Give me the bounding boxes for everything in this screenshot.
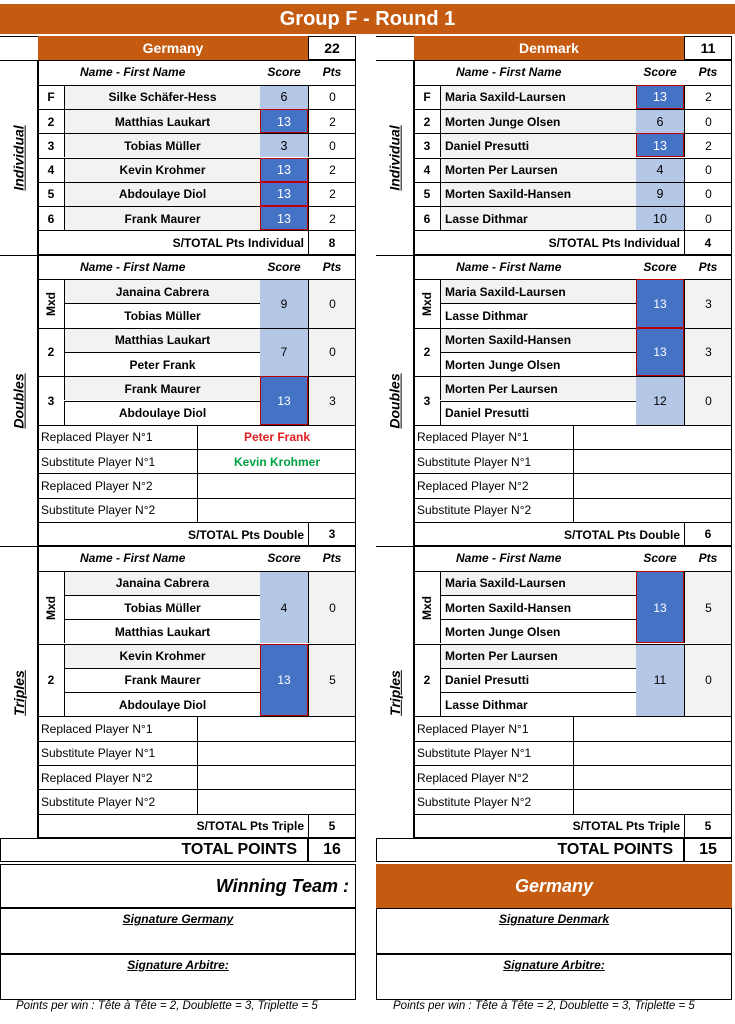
section-label-doubles: Doubles — [376, 255, 414, 547]
individual-table — [414, 60, 732, 254]
column-header-score: Score — [643, 259, 677, 274]
substitution-label: Substitute Player N°2 — [414, 789, 574, 813]
substitution-label: Replaced Player N°2 — [414, 765, 574, 789]
score-cell[interactable]: 3 — [260, 133, 308, 157]
player-name: Morten Per Laursen — [440, 158, 636, 182]
score-cell[interactable]: 13 — [636, 279, 684, 328]
column-header-score: Score — [643, 551, 677, 566]
arbitre-signature-label: Signature Arbitre: — [127, 958, 229, 973]
column-header-score: Score — [267, 259, 301, 274]
section-label-triples: Triples — [376, 546, 414, 838]
points-cell: 2 — [308, 182, 356, 206]
column-header-name: Name - First Name — [80, 259, 186, 274]
points-cell: 2 — [684, 85, 732, 109]
player-number: 6 — [414, 206, 440, 230]
header-spacer — [0, 36, 38, 60]
team-number: 3 — [38, 376, 64, 425]
substitution-label: Replaced Player N°2 — [414, 473, 574, 497]
score-cell[interactable]: 9 — [260, 279, 308, 328]
player-number: 2 — [414, 109, 440, 133]
points-cell: 2 — [308, 158, 356, 182]
score-cell[interactable]: 13 — [260, 182, 308, 206]
points-cell: 5 — [308, 644, 356, 717]
player-name: Frank Maurer — [64, 376, 260, 400]
points-cell: 0 — [684, 644, 732, 717]
player-name: Matthias Laukart — [64, 109, 260, 133]
points-cell: 3 — [684, 279, 732, 328]
column-header-pts: Pts — [698, 551, 718, 566]
player-name: Matthias Laukart — [64, 619, 260, 643]
substitution-label: Substitute Player N°1 — [38, 741, 198, 765]
column-header-score: Score — [267, 551, 301, 566]
team-number: 2 — [414, 328, 440, 377]
substitution-value[interactable]: Kevin Krohmer — [198, 449, 356, 473]
triples-table — [38, 546, 356, 838]
points-cell: 0 — [684, 158, 732, 182]
score-cell[interactable]: 13 — [636, 328, 684, 377]
denmark-team-total: 11 — [684, 36, 732, 60]
player-name: Daniel Presutti — [440, 133, 636, 157]
subtotal-triple-label: S/TOTAL Pts Triple — [38, 814, 308, 838]
player-name: Kevin Krohmer — [64, 644, 260, 668]
total-points-value: 15 — [684, 838, 732, 862]
section-label-individual: Individual — [0, 60, 38, 254]
subtotal-double-label: S/TOTAL Pts Double — [38, 522, 308, 546]
player-name: Maria Saxild-Laursen — [440, 85, 636, 109]
denmark-team-name: Denmark — [414, 36, 684, 60]
points-cell: 2 — [308, 206, 356, 230]
score-cell[interactable]: 13 — [636, 133, 684, 157]
subtotal-individual-value: 4 — [684, 230, 732, 254]
column-header-name: Name - First Name — [456, 259, 562, 274]
subtotal-individual-label: S/TOTAL Pts Individual — [38, 230, 308, 254]
section-label-doubles: Doubles — [0, 255, 38, 547]
column-header-pts: Pts — [322, 65, 342, 80]
player-name: Morten Saxild-Hansen — [440, 328, 636, 352]
score-cell[interactable]: 13 — [636, 571, 684, 644]
column-header-name: Name - First Name — [80, 551, 186, 566]
team-number: 2 — [38, 328, 64, 377]
section-label-individual: Individual — [376, 60, 414, 254]
score-cell[interactable]: 4 — [636, 158, 684, 182]
player-number: F — [414, 85, 440, 109]
column-header-pts: Pts — [698, 65, 718, 80]
team-number: 3 — [414, 376, 440, 425]
substitution-label: Replaced Player N°2 — [38, 473, 198, 497]
score-cell[interactable]: 6 — [636, 109, 684, 133]
score-cell[interactable]: 10 — [636, 206, 684, 230]
substitution-label: Replaced Player N°2 — [38, 765, 198, 789]
column-header-score: Score — [267, 65, 301, 80]
player-name: Daniel Presutti — [440, 668, 636, 692]
column-header-pts: Pts — [698, 259, 718, 274]
substitution-label: Substitute Player N°2 — [38, 498, 198, 522]
points-cell: 2 — [308, 109, 356, 133]
substitution-label: Replaced Player N°1 — [38, 425, 198, 449]
points-cell: 0 — [308, 328, 356, 377]
player-number: 5 — [38, 182, 64, 206]
substitution-label: Replaced Player N°1 — [38, 716, 198, 740]
substitution-label: Replaced Player N°1 — [414, 716, 574, 740]
player-name: Morten Saxild-Hansen — [440, 182, 636, 206]
player-name: Tobias Müller — [64, 303, 260, 327]
score-cell[interactable]: 4 — [260, 571, 308, 644]
player-name: Morten Per Laursen — [440, 644, 636, 668]
points-cell: 0 — [684, 109, 732, 133]
subtotal-triple-value: 5 — [308, 814, 356, 838]
player-name: Lasse Dithmar — [440, 206, 636, 230]
doubles-table — [414, 255, 732, 547]
points-cell: 3 — [308, 376, 356, 425]
player-name: Morten Junge Olsen — [440, 619, 636, 643]
team-label-mixed: Mxd — [414, 279, 440, 328]
player-name: Tobias Müller — [64, 595, 260, 619]
team-signature-label: Signature Denmark — [498, 912, 610, 927]
section-label-triples: Triples — [0, 546, 38, 838]
column-header-name: Name - First Name — [456, 551, 562, 566]
player-name: Abdoulaye Diol — [64, 401, 260, 425]
score-cell[interactable]: 13 — [260, 376, 308, 425]
team-label-mixed: Mxd — [38, 571, 64, 644]
player-name: Morten Per Laursen — [440, 376, 636, 400]
player-name: Peter Frank — [64, 352, 260, 376]
player-number: 4 — [38, 158, 64, 182]
subtotal-individual-value: 8 — [308, 230, 356, 254]
column-header-name: Name - First Name — [80, 65, 186, 80]
doubles-table — [38, 255, 356, 547]
player-number: 3 — [414, 133, 440, 157]
subtotal-triple-label: S/TOTAL Pts Triple — [414, 814, 684, 838]
points-cell: 0 — [684, 376, 732, 425]
subtotal-double-label: S/TOTAL Pts Double — [414, 522, 684, 546]
team-label-mixed: Mxd — [38, 279, 64, 328]
points-cell: 0 — [308, 571, 356, 644]
points-cell: 0 — [308, 85, 356, 109]
substitution-label: Substitute Player N°1 — [38, 449, 198, 473]
player-number: F — [38, 85, 64, 109]
page-title: Group F - Round 1 — [0, 4, 735, 34]
subtotal-individual-label: S/TOTAL Pts Individual — [414, 230, 684, 254]
score-cell[interactable]: 13 — [260, 206, 308, 230]
player-name: Morten Junge Olsen — [440, 109, 636, 133]
column-header-pts: Pts — [322, 551, 342, 566]
player-name: Lasse Dithmar — [440, 303, 636, 327]
points-cell: 2 — [684, 133, 732, 157]
score-cell[interactable]: 11 — [636, 644, 684, 717]
substitution-label: Substitute Player N°2 — [414, 498, 574, 522]
points-cell: 0 — [684, 182, 732, 206]
player-name: Morten Saxild-Hansen — [440, 595, 636, 619]
footer-note-right: Points per win : Tête à Tête = 2, Doublette = 3, Triplette = 5 — [393, 1000, 695, 1012]
player-name: Janaina Cabrera — [64, 279, 260, 303]
substitution-label: Substitute Player N°2 — [38, 789, 198, 813]
score-cell[interactable]: 12 — [636, 376, 684, 425]
team-number: 2 — [38, 644, 64, 717]
player-name: Kevin Krohmer — [64, 158, 260, 182]
player-name: Matthias Laukart — [64, 328, 260, 352]
subtotal-double-value: 3 — [308, 522, 356, 546]
player-name: Lasse Dithmar — [440, 692, 636, 716]
points-cell: 0 — [308, 279, 356, 328]
player-name: Janaina Cabrera — [64, 571, 260, 595]
total-points-value: 16 — [308, 838, 356, 862]
team-label-mixed: Mxd — [414, 571, 440, 644]
substitution-label: Substitute Player N°1 — [414, 741, 574, 765]
player-number: 3 — [38, 133, 64, 157]
player-name: Daniel Presutti — [440, 401, 636, 425]
score-cell[interactable]: 13 — [260, 644, 308, 717]
header-spacer — [376, 36, 414, 60]
score-cell[interactable]: 13 — [260, 109, 308, 133]
player-name: Tobias Müller — [64, 133, 260, 157]
score-cell[interactable]: 13 — [260, 158, 308, 182]
player-number: 5 — [414, 182, 440, 206]
column-header-pts: Pts — [322, 259, 342, 274]
player-name: Abdoulaye Diol — [64, 692, 260, 716]
team-signature-label: Signature Germany — [122, 912, 234, 927]
player-name: Maria Saxild-Laursen — [440, 571, 636, 595]
player-name: Abdoulaye Diol — [64, 182, 260, 206]
column-header-name: Name - First Name — [456, 65, 562, 80]
player-name: Morten Junge Olsen — [440, 352, 636, 376]
score-cell[interactable]: 13 — [636, 85, 684, 109]
subtotal-double-value: 6 — [684, 522, 732, 546]
player-name: Frank Maurer — [64, 206, 260, 230]
score-cell[interactable]: 7 — [260, 328, 308, 377]
total-points-label: TOTAL POINTS — [0, 838, 308, 862]
points-cell: 0 — [684, 206, 732, 230]
individual-table — [38, 60, 356, 254]
substitution-label: Replaced Player N°1 — [414, 425, 574, 449]
winning-team-value: Germany — [376, 864, 732, 908]
footer-note-left: Points per win : Tête à Tête = 2, Doublette = 3, Triplette = 5 — [16, 1000, 318, 1012]
player-name: Silke Schäfer-Hess — [64, 85, 260, 109]
triples-table — [414, 546, 732, 838]
substitution-value[interactable]: Peter Frank — [198, 425, 356, 449]
points-cell: 3 — [684, 328, 732, 377]
player-number: 2 — [38, 109, 64, 133]
total-points-label: TOTAL POINTS — [376, 838, 684, 862]
player-name: Maria Saxild-Laursen — [440, 279, 636, 303]
germany-team-total: 22 — [308, 36, 356, 60]
points-cell: 5 — [684, 571, 732, 644]
team-number: 2 — [414, 644, 440, 717]
player-number: 6 — [38, 206, 64, 230]
points-cell: 0 — [308, 133, 356, 157]
subtotal-triple-value: 5 — [684, 814, 732, 838]
score-cell[interactable]: 9 — [636, 182, 684, 206]
arbitre-signature-label: Signature Arbitre: — [503, 958, 605, 973]
score-cell[interactable]: 6 — [260, 85, 308, 109]
winning-team-label: Winning Team : — [0, 864, 356, 908]
substitution-label: Substitute Player N°1 — [414, 449, 574, 473]
germany-team-name: Germany — [38, 36, 308, 60]
player-name: Frank Maurer — [64, 668, 260, 692]
column-header-score: Score — [643, 65, 677, 80]
player-number: 4 — [414, 158, 440, 182]
